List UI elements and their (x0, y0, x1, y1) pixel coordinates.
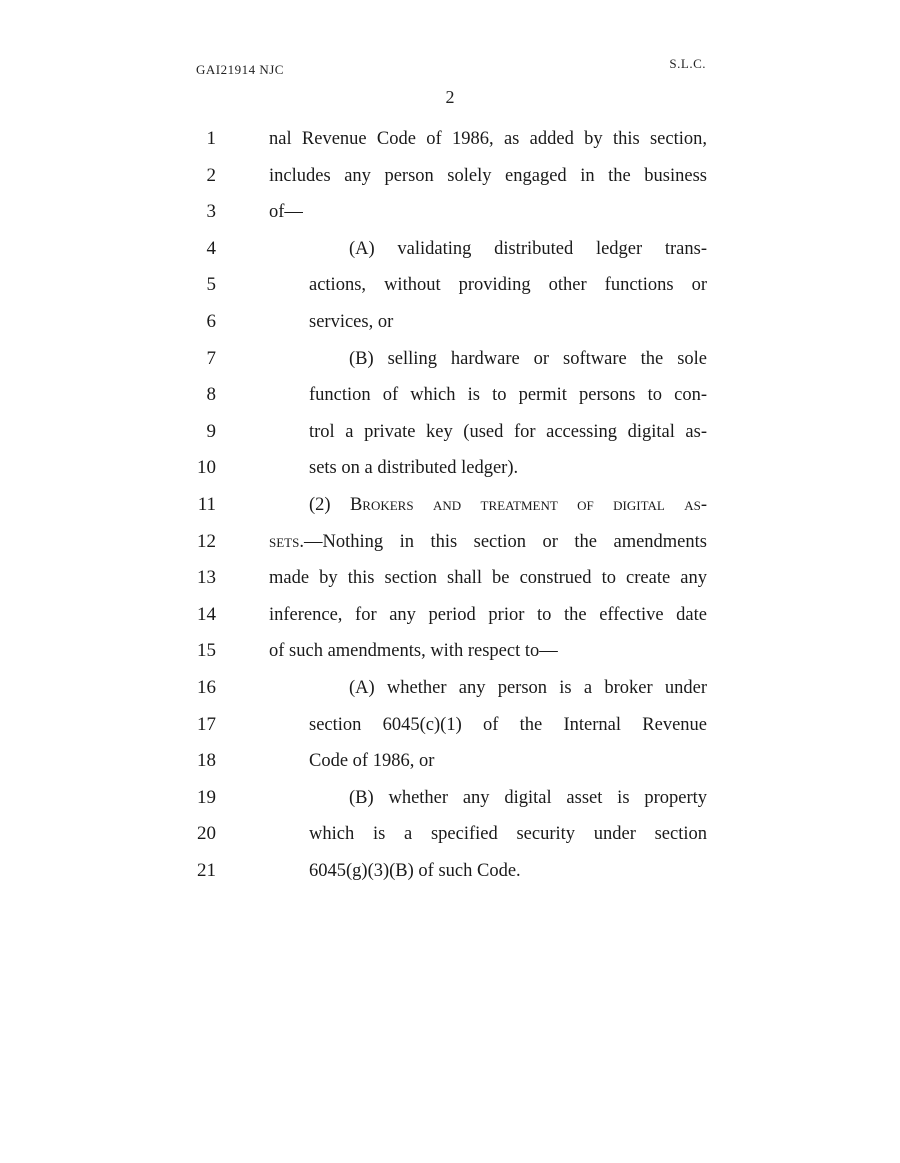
line-number: 1 (206, 128, 216, 149)
line-number: 6 (206, 310, 216, 332)
text-line (0, 633, 900, 670)
bill-text (0, 121, 900, 889)
line-text: (A) whether any person is a broker under (349, 677, 707, 698)
line-text: which is a specified security under section (309, 824, 707, 845)
line-number: 16 (197, 676, 216, 698)
paragraph-heading-line: (2) Brokers and treatment of digital as- (309, 494, 707, 515)
text-line (0, 304, 900, 341)
line-number: 7 (206, 347, 216, 369)
text-line (0, 231, 900, 268)
text-line (0, 743, 900, 780)
line-number: 11 (197, 493, 216, 515)
office-code: S.L.C. (669, 56, 706, 71)
text-line (0, 414, 900, 451)
line-number: 3 (206, 201, 216, 223)
line-text-rest: —Nothing in this section or the amendments (303, 531, 707, 552)
line-text (269, 528, 707, 556)
line-text: services, or (309, 311, 394, 332)
line-text: section 6045(c)(1) of the Internal Revenue (309, 714, 707, 735)
line-number: 10 (197, 457, 216, 479)
line-text: Code of 1986, or (309, 751, 435, 772)
line-number: 17 (197, 713, 216, 735)
text-line (0, 524, 900, 561)
paragraph-heading-end: sets. (269, 531, 304, 552)
line-number: 19 (197, 786, 216, 808)
line-number: 18 (197, 750, 216, 772)
text-line (0, 158, 900, 195)
page-number: 2 (445, 87, 455, 107)
line-text: function of which is to permit persons to con- (309, 385, 707, 406)
line-number: 14 (197, 603, 216, 625)
line-number: 4 (206, 237, 216, 259)
line-text: (B) selling hardware or software the sole (349, 348, 707, 369)
text-line (0, 194, 900, 231)
line-text: inference, for any period prior to the effective date (269, 604, 707, 625)
text-line (0, 560, 900, 597)
line-text: of— (269, 202, 303, 223)
text-line (0, 121, 900, 158)
line-number: 15 (197, 640, 216, 662)
line-text: (B) whether any digital asset is property (349, 787, 707, 808)
text-line (0, 707, 900, 744)
text-line (0, 377, 900, 414)
line-text: of such amendments, with respect to— (269, 641, 558, 662)
document-id: GAI21914 NJC (196, 62, 284, 77)
text-line (0, 670, 900, 707)
line-text: trol a private key (used for accessing digital as- (309, 421, 707, 442)
text-line (0, 487, 900, 524)
text-line (0, 450, 900, 487)
line-text: includes any person solely engaged in the business (269, 165, 707, 186)
line-number: 21 (197, 859, 216, 881)
line-number: 8 (206, 384, 216, 406)
line-number: 12 (197, 530, 216, 552)
line-text: (A) validating distributed ledger trans- (349, 238, 707, 259)
line-text: nal Revenue Code of 1986, as added by this section, (269, 129, 707, 149)
text-line (0, 853, 900, 890)
line-text: made by this section shall be construed to create any (269, 568, 707, 589)
text-line (0, 780, 900, 817)
text-line (0, 341, 900, 378)
line-number: 5 (206, 274, 216, 296)
line-number: 20 (197, 823, 216, 845)
line-number: 2 (206, 164, 216, 186)
line-text: 6045(g)(3)(B) of such Code. (309, 860, 521, 881)
text-line (0, 816, 900, 853)
line-text: actions, without providing other functions or (309, 275, 707, 296)
text-line (0, 267, 900, 304)
line-text: sets on a distributed ledger). (309, 458, 519, 479)
line-number: 13 (197, 567, 216, 589)
line-number: 9 (206, 420, 216, 442)
text-line (0, 597, 900, 634)
